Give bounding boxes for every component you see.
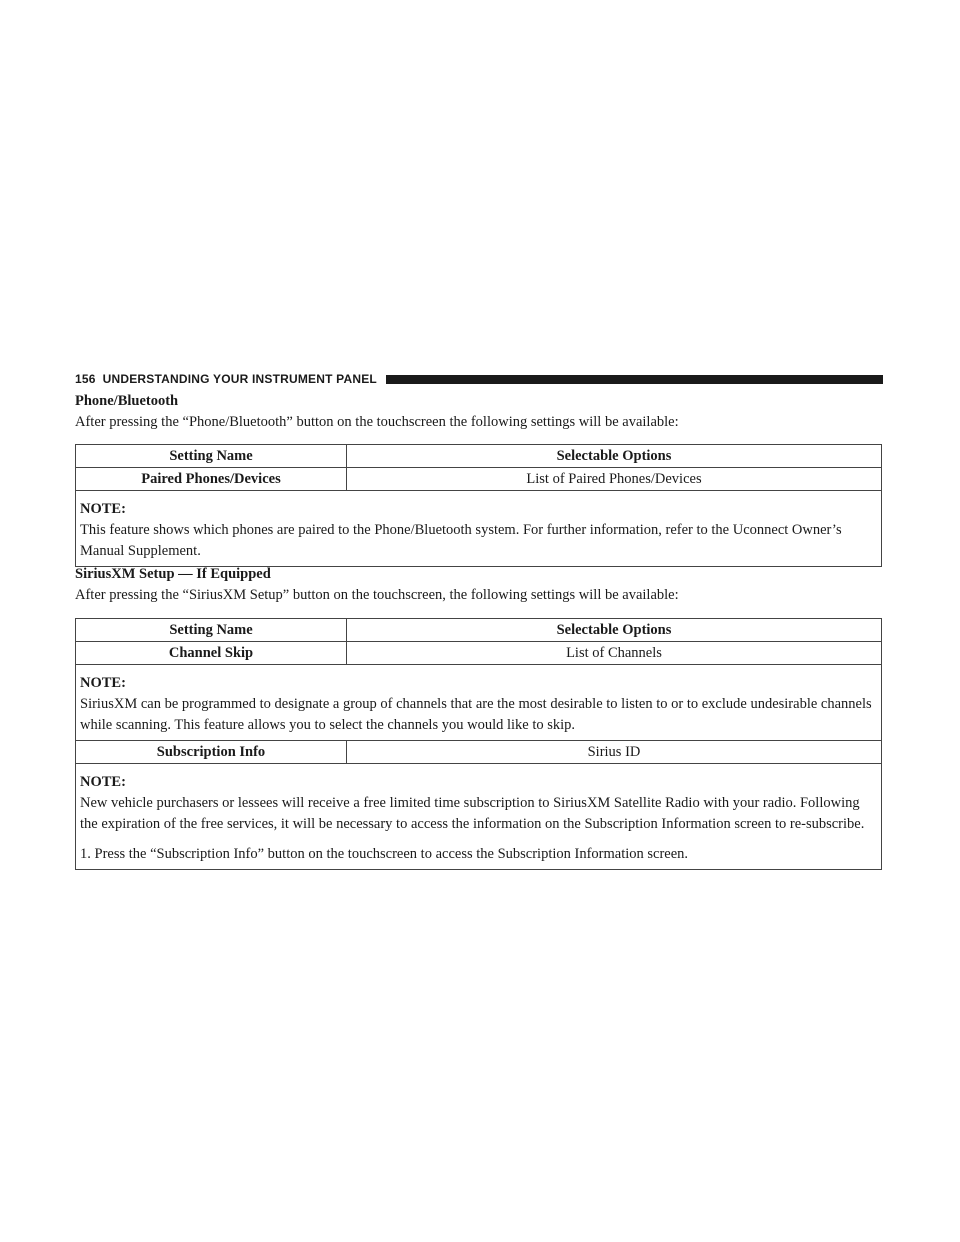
note-cell <box>76 665 882 741</box>
note-text: SiriusXM can be programmed to designate a group of channels that are the most desirable to listen to or to exclude undesirable channels while scanning. This feature allows you to select the channels you would like to skip. <box>80 696 872 733</box>
note-label: NOTE: <box>80 675 126 691</box>
siriusxm-intro: After pressing the “SiriusXM Setup” button on the touchscreen, the following settings will be available: <box>75 587 679 603</box>
setting-channel-skip: Channel Skip <box>76 642 347 665</box>
phone-bluetooth-intro: After pressing the “Phone/Bluetooth” button on the touchscreen the following settings will be available: <box>75 414 679 430</box>
table-row <box>76 642 882 665</box>
siriusxm-table <box>75 618 882 870</box>
table-note-row <box>76 665 882 741</box>
phone-bluetooth-table <box>75 444 882 567</box>
setting-subscription-info: Subscription Info <box>76 741 347 764</box>
option-subscription-info: Sirius ID <box>347 741 882 764</box>
note-label: NOTE: <box>80 774 126 790</box>
siriusxm-heading: SiriusXM Setup — If Equipped <box>75 566 271 582</box>
phone-bluetooth-heading: Phone/Bluetooth <box>75 393 179 409</box>
header-selectable-options: Selectable Options <box>347 445 882 468</box>
option-paired-phones: List of Paired Phones/Devices <box>347 468 882 491</box>
table-note-row <box>76 491 882 567</box>
note-cell <box>76 764 882 870</box>
header-setting-name: Setting Name <box>76 619 347 642</box>
table-note-row <box>76 764 882 870</box>
option-channel-skip: List of Channels <box>347 642 882 665</box>
note-step: 1. Press the “Subscription Info” button on the touchscreen to access the Subscription Information screen. <box>80 846 689 862</box>
note-cell <box>76 491 882 567</box>
table-row <box>76 741 882 764</box>
header-setting-name: Setting Name <box>76 445 347 468</box>
chapter-title: UNDERSTANDING YOUR INSTRUMENT PANEL <box>102 372 377 386</box>
page-header <box>75 371 883 387</box>
header-rule <box>386 375 883 384</box>
table-header-row <box>76 619 882 642</box>
header-selectable-options: Selectable Options <box>347 619 882 642</box>
note-label: NOTE: <box>80 501 126 517</box>
page-number: 156 <box>75 372 96 386</box>
table-header-row <box>76 445 882 468</box>
note-text: This feature shows which phones are paired to the Phone/Bluetooth system. For further information, refer to the Uconnect Owner’s Manual Supplement. <box>80 522 842 559</box>
setting-paired-phones: Paired Phones/Devices <box>76 468 347 491</box>
note-text: New vehicle purchasers or lessees will receive a free limited time subscription to SiriusXM Satellite Radio with your radio. Following the expiration of the free services, it will be necessary to access the information on the Subscription Information screen to re-subscribe. <box>80 795 865 832</box>
table-row <box>76 468 882 491</box>
